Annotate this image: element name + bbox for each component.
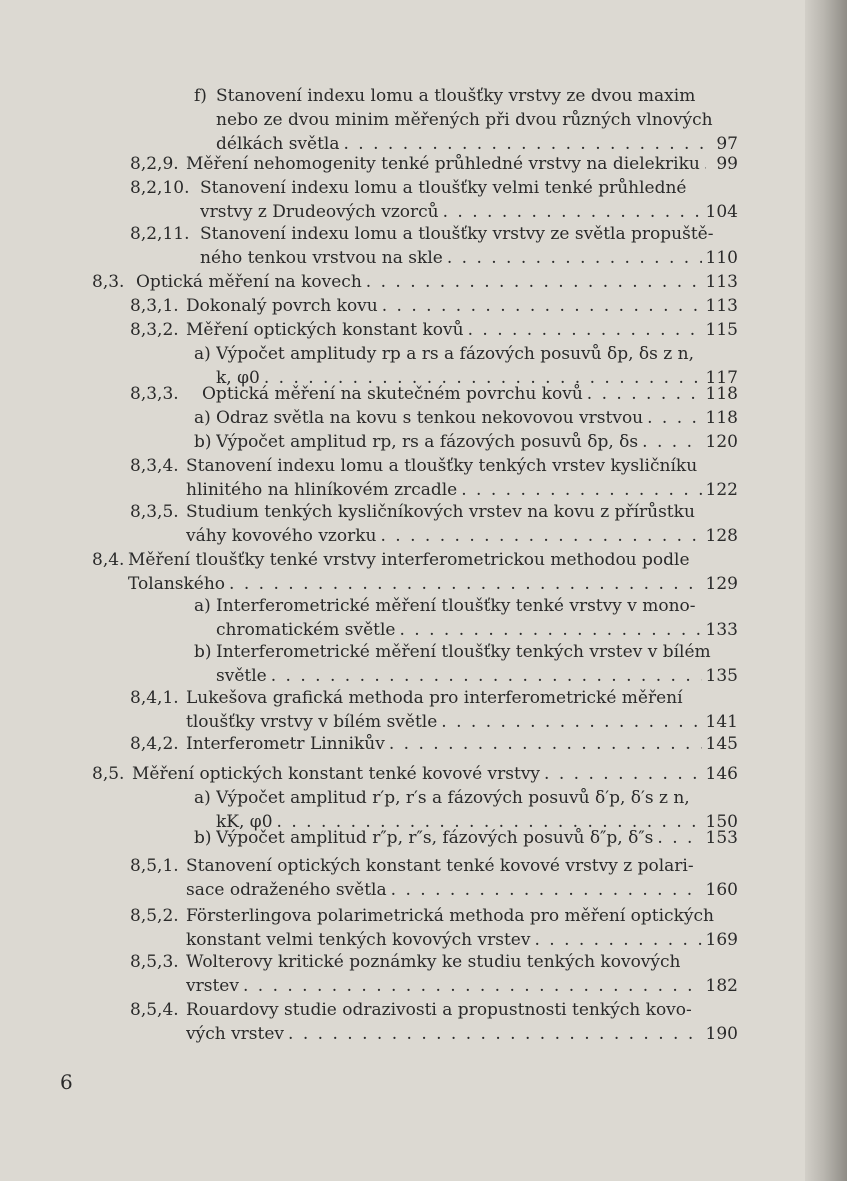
entry-page-number: 169: [705, 930, 738, 950]
entry-title-line: k, φ0: [216, 368, 260, 388]
entry-title-line: Měření nehomogenity tenké průhledné vrstvy na dielekriku: [186, 154, 700, 174]
entry-title-line: Dokonalý povrch kovu: [186, 296, 378, 316]
toc-entry[interactable]: [130, 640, 738, 688]
dot-leader: [587, 382, 702, 406]
entry-page-number: 113: [705, 272, 738, 292]
toc-entry[interactable]: [130, 294, 738, 318]
entry-title-line: váhy kovového vzorku: [186, 526, 377, 546]
toc-entry[interactable]: [130, 176, 738, 224]
dot-leader: [366, 270, 702, 294]
entry-title-line: Försterlingova polarimetrická methoda pro měření optických: [186, 906, 714, 926]
entry-title-line: Stanovení indexu lomu a tloušťky tenkých vrstev kysličníku: [186, 456, 698, 476]
toc-entry[interactable]: [130, 222, 738, 270]
entry-page-number: 104: [705, 202, 738, 222]
dot-leader: [389, 732, 702, 756]
entry-number: 8,2,11.: [130, 224, 190, 244]
entry-page-number: 120: [705, 432, 738, 452]
entry-page-number: 160: [705, 880, 738, 900]
toc-entry[interactable]: [130, 732, 738, 756]
entry-page-number: 150: [705, 812, 738, 832]
entry-title-line: Výpočet amplitud r″p, r″s, fázových posuvů δ″p, δ″s: [216, 828, 654, 848]
entry-title-line: tloušťky vrstvy v bílém světle: [186, 712, 438, 732]
entry-title-line: Měření optických konstant tenké kovové vrstvy: [132, 764, 541, 784]
entry-number: b): [194, 828, 212, 848]
dot-leader: [229, 572, 702, 596]
entry-number: b): [194, 642, 212, 662]
entry-title-line: délkách světla: [216, 134, 340, 154]
entry-page-number: 99: [716, 154, 738, 174]
entry-number: 8,3,5.: [130, 502, 179, 522]
entry-title-line: světle: [216, 666, 267, 686]
entry-page-number: 118: [705, 384, 738, 404]
entry-number: a): [194, 344, 211, 364]
entry-title-line: Interferometr Linnikův: [186, 734, 385, 754]
entry-page-number: 115: [705, 320, 738, 340]
entry-page-number: 129: [705, 574, 738, 594]
dot-leader: [382, 294, 702, 318]
entry-title-line: hlinitého na hliníkovém zrcadle: [186, 480, 458, 500]
entry-title-line: ného tenkou vrstvou na skle: [200, 248, 443, 268]
entry-number: a): [194, 596, 211, 616]
entry-title-line: Výpočet amplitudy rp a rs a fázových posuvů δp, δs z n,: [216, 344, 695, 364]
toc-entry[interactable]: [130, 998, 738, 1046]
dot-leader: [657, 826, 701, 850]
toc-entry[interactable]: [92, 270, 738, 294]
page-number: 6: [60, 1070, 73, 1094]
entry-title-line: Lukešova grafická methoda pro interferometrické měření: [186, 688, 683, 708]
entry-page-number: 135: [705, 666, 738, 686]
entry-title-line: Výpočet amplitud r′p, r′s a fázových posuvů δ′p, δ′s z n,: [216, 788, 690, 808]
entry-title-line: chromatickém světle: [216, 620, 396, 640]
entry-page-number: 141: [705, 712, 738, 732]
entry-title-line: Měření tloušťky tenké vrstvy interferometrickou methodou podle: [128, 550, 690, 570]
entry-number: 8,4.: [92, 550, 125, 570]
entry-number: 8,4,1.: [130, 688, 179, 708]
entry-title-line: Optická měření na kovech: [136, 272, 362, 292]
entry-title-line: sace odraženého světla: [186, 880, 387, 900]
entry-title-line: vrstev: [186, 976, 239, 996]
entry-page-number: 190: [705, 1024, 738, 1044]
entry-title-line: nebo ze dvou minim měřených při dvou různých vlnových: [216, 110, 713, 130]
entry-title-line: Wolterovy kritické poznámky ke studiu tenkých kovových: [186, 952, 681, 972]
entry-title-line: konstant velmi tenkých kovových vrstev: [186, 930, 531, 950]
entry-number: 8,4,2.: [130, 734, 179, 754]
toc-entry[interactable]: [92, 548, 738, 596]
entry-page-number: 133: [705, 620, 738, 640]
toc-entry[interactable]: [130, 904, 738, 952]
entry-number: 8,2,9.: [130, 154, 179, 174]
entry-title-line: Stanovení optických konstant tenké kovové vrstvy z polari-: [186, 856, 694, 876]
entry-title-line: Odraz světla na kovu s tenkou nekovovou vrstvou: [216, 408, 644, 428]
entry-page-number: 128: [705, 526, 738, 546]
entry-title-line: Rouardovy studie odrazivosti a propustnosti tenkých kovo-: [186, 1000, 692, 1020]
dot-leader: [468, 318, 702, 342]
dot-leader: [381, 524, 702, 548]
entry-number: 8,5.: [92, 764, 125, 784]
dot-leader: [288, 1022, 702, 1046]
entry-number: 8,2,10.: [130, 178, 190, 198]
entry-number: 8,3.: [92, 272, 125, 292]
entry-number: 8,5,2.: [130, 906, 179, 926]
entry-number: 8,3,2.: [130, 320, 179, 340]
dot-leader: [399, 618, 701, 642]
entry-title-line: Stanovení indexu lomu a tloušťky vrstvy ze dvou maxim: [216, 86, 696, 106]
dot-leader: [544, 762, 702, 786]
entry-number: 8,3,1.: [130, 296, 179, 316]
dot-leader: [447, 246, 702, 270]
toc-entry[interactable]: [92, 762, 738, 786]
entry-number: 8,3,4.: [130, 456, 179, 476]
dot-leader: [271, 664, 702, 688]
entry-page-number: 153: [705, 828, 738, 848]
toc-entry[interactable]: [130, 594, 738, 642]
toc-entry[interactable]: [130, 382, 738, 406]
entry-title-line: kK, φ0: [216, 812, 273, 832]
entry-title-line: Výpočet amplitud rp, rs a fázových posuvů δp, δs: [216, 432, 639, 452]
dot-leader: [642, 430, 701, 454]
entry-page-number: 97: [716, 134, 738, 154]
entry-number: b): [194, 432, 212, 452]
toc-entry[interactable]: [130, 406, 738, 430]
entry-page-number: 182: [705, 976, 738, 996]
entry-title-line: vrstvy z Drudeových vzorců: [200, 202, 439, 222]
toc-entry[interactable]: [130, 854, 738, 902]
entry-title-line: Stanovení indexu lomu a tloušťky velmi tenké průhledné: [200, 178, 687, 198]
dot-leader: [391, 878, 702, 902]
entry-number: 8,5,4.: [130, 1000, 179, 1020]
dot-leader: [461, 478, 701, 502]
toc-entry[interactable]: [130, 318, 738, 342]
entry-number: 8,3,3.: [130, 384, 179, 404]
toc-entry[interactable]: [130, 84, 738, 156]
entry-page-number: 110: [705, 248, 738, 268]
entry-number: a): [194, 408, 211, 428]
entry-number: 8,5,1.: [130, 856, 179, 876]
toc-entry[interactable]: [130, 430, 738, 454]
toc-entry[interactable]: [130, 454, 738, 502]
toc-entry[interactable]: [130, 686, 738, 734]
dot-leader: [534, 928, 701, 952]
toc-entry[interactable]: [130, 826, 738, 850]
entry-title-line: Studium tenkých kysličníkových vrstev na kovu z přírůstku: [186, 502, 695, 522]
entry-title-line: Měření optických konstant kovů: [186, 320, 464, 340]
entry-number: 8,5,3.: [130, 952, 179, 972]
dot-leader: [441, 710, 701, 734]
toc-entry[interactable]: [130, 500, 738, 548]
entry-page-number: 113: [705, 296, 738, 316]
entry-number: a): [194, 788, 211, 808]
entry-page-number: 145: [705, 734, 738, 754]
entry-title-line: Interferometrické měření tloušťky tenké vrstvy v mono-: [216, 596, 696, 616]
entry-page-number: 122: [705, 480, 738, 500]
dot-leader: [647, 406, 701, 430]
entry-page-number: 146: [705, 764, 738, 784]
dot-leader: [704, 152, 706, 176]
entry-number: f): [194, 86, 207, 106]
entry-title-line: Optická měření na skutečném povrchu kovů: [202, 384, 583, 404]
entry-title-line: Stanovení indexu lomu a tloušťky vrstvy ze světla propuště-: [200, 224, 714, 244]
entry-page-number: 117: [705, 368, 738, 388]
dot-leader: [443, 200, 702, 224]
entry-title-line: Tolanského: [128, 574, 226, 594]
toc-entry[interactable]: [130, 950, 738, 998]
dot-leader: [243, 974, 702, 998]
entry-title-line: Interferometrické měření tloušťky tenkých vrstev v bílém: [216, 642, 711, 662]
entry-title-line: vých vrstev: [186, 1024, 285, 1044]
entry-page-number: 118: [705, 408, 738, 428]
toc-entry[interactable]: [130, 152, 738, 176]
